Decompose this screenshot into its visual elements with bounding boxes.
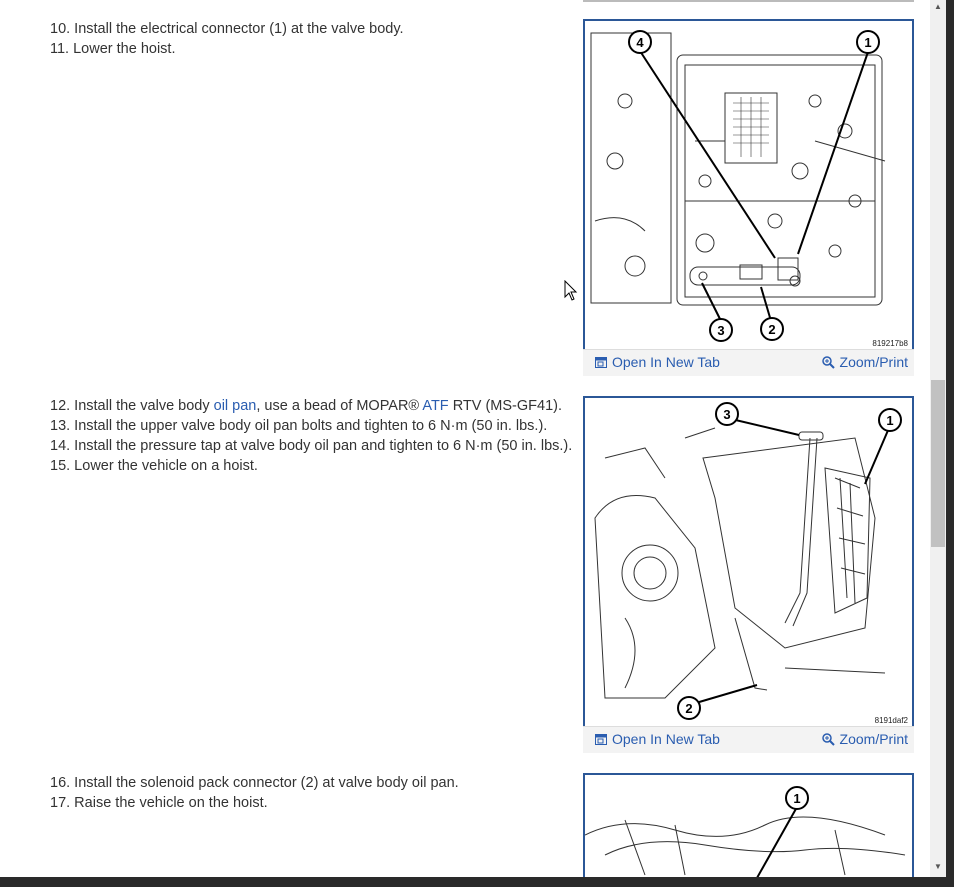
scrollbar-thumb[interactable] <box>931 380 945 547</box>
callout-label: 1 <box>793 791 801 806</box>
open-new-tab-link[interactable] <box>595 354 720 370</box>
step-item: 15. Lower the vehicle on a hoist. <box>50 458 258 474</box>
figure-3-image[interactable] <box>583 773 914 877</box>
oil-pan-link[interactable]: oil pan <box>213 398 257 414</box>
step-text: 12. Install the valve body <box>50 398 214 414</box>
window-border <box>0 877 954 887</box>
step-item: 11. Lower the hoist. <box>50 41 176 57</box>
window-border <box>946 0 954 887</box>
figure-id: 819217b8 <box>872 339 908 348</box>
step-item <box>50 396 572 416</box>
open-new-tab-icon <box>595 357 607 368</box>
callout-label: 1 <box>864 35 872 50</box>
callout-label: 4 <box>636 35 644 50</box>
zoom-print-link[interactable] <box>822 354 908 370</box>
open-new-tab-icon <box>595 734 607 745</box>
open-new-tab-link[interactable] <box>595 731 720 747</box>
step-item: 17. Raise the vehicle on the hoist. <box>50 795 268 811</box>
valve-body-illustration <box>585 21 912 350</box>
oil-pan-illustration <box>585 398 912 727</box>
divider <box>583 0 914 2</box>
mouse-pointer-icon <box>564 280 578 302</box>
zoom-print-link[interactable] <box>822 731 908 747</box>
magnifier-icon <box>822 356 835 369</box>
callout-label: 3 <box>717 323 725 338</box>
step-item: 14. Install the pressure tap at valve body oil pan and tighten to 6 N·m (50 in. lbs.). <box>50 438 573 454</box>
magnifier-icon <box>822 733 835 746</box>
step-item: 16. Install the solenoid pack connector (2) at valve body oil pan. <box>50 775 459 791</box>
callout-label: 2 <box>768 322 776 337</box>
step-list-3 <box>50 773 459 813</box>
figure-2-actions <box>583 726 914 753</box>
figure-2-image[interactable] <box>583 396 914 729</box>
step-list-1 <box>50 19 404 59</box>
figure-1-image[interactable] <box>583 19 914 352</box>
step-item: 13. Install the upper valve body oil pan bolts and tighten to 6 N·m (50 in. lbs.). <box>50 418 548 434</box>
open-new-tab-label: Open In New Tab <box>612 731 720 747</box>
open-new-tab-label: Open In New Tab <box>612 354 720 370</box>
figure-1-actions <box>583 349 914 376</box>
scroll-down-icon[interactable]: ▼ <box>934 862 942 871</box>
zoom-print-label: Zoom/Print <box>839 354 908 370</box>
solenoid-connector-illustration <box>585 775 912 877</box>
scroll-up-icon[interactable]: ▲ <box>934 2 942 11</box>
zoom-print-label: Zoom/Print <box>839 731 908 747</box>
callout-label: 1 <box>886 413 894 428</box>
step-text: , use a bead of MOPAR® <box>256 398 423 414</box>
atf-link[interactable]: ATF <box>422 398 449 414</box>
step-list-2 <box>50 396 572 476</box>
figure-id: 8191daf2 <box>874 716 908 725</box>
callout-label: 3 <box>723 407 731 422</box>
callout-label: 2 <box>685 701 693 716</box>
step-text: RTV (MS-GF41). <box>448 398 562 414</box>
step-item: 10. Install the electrical connector (1) at the valve body. <box>50 21 404 37</box>
